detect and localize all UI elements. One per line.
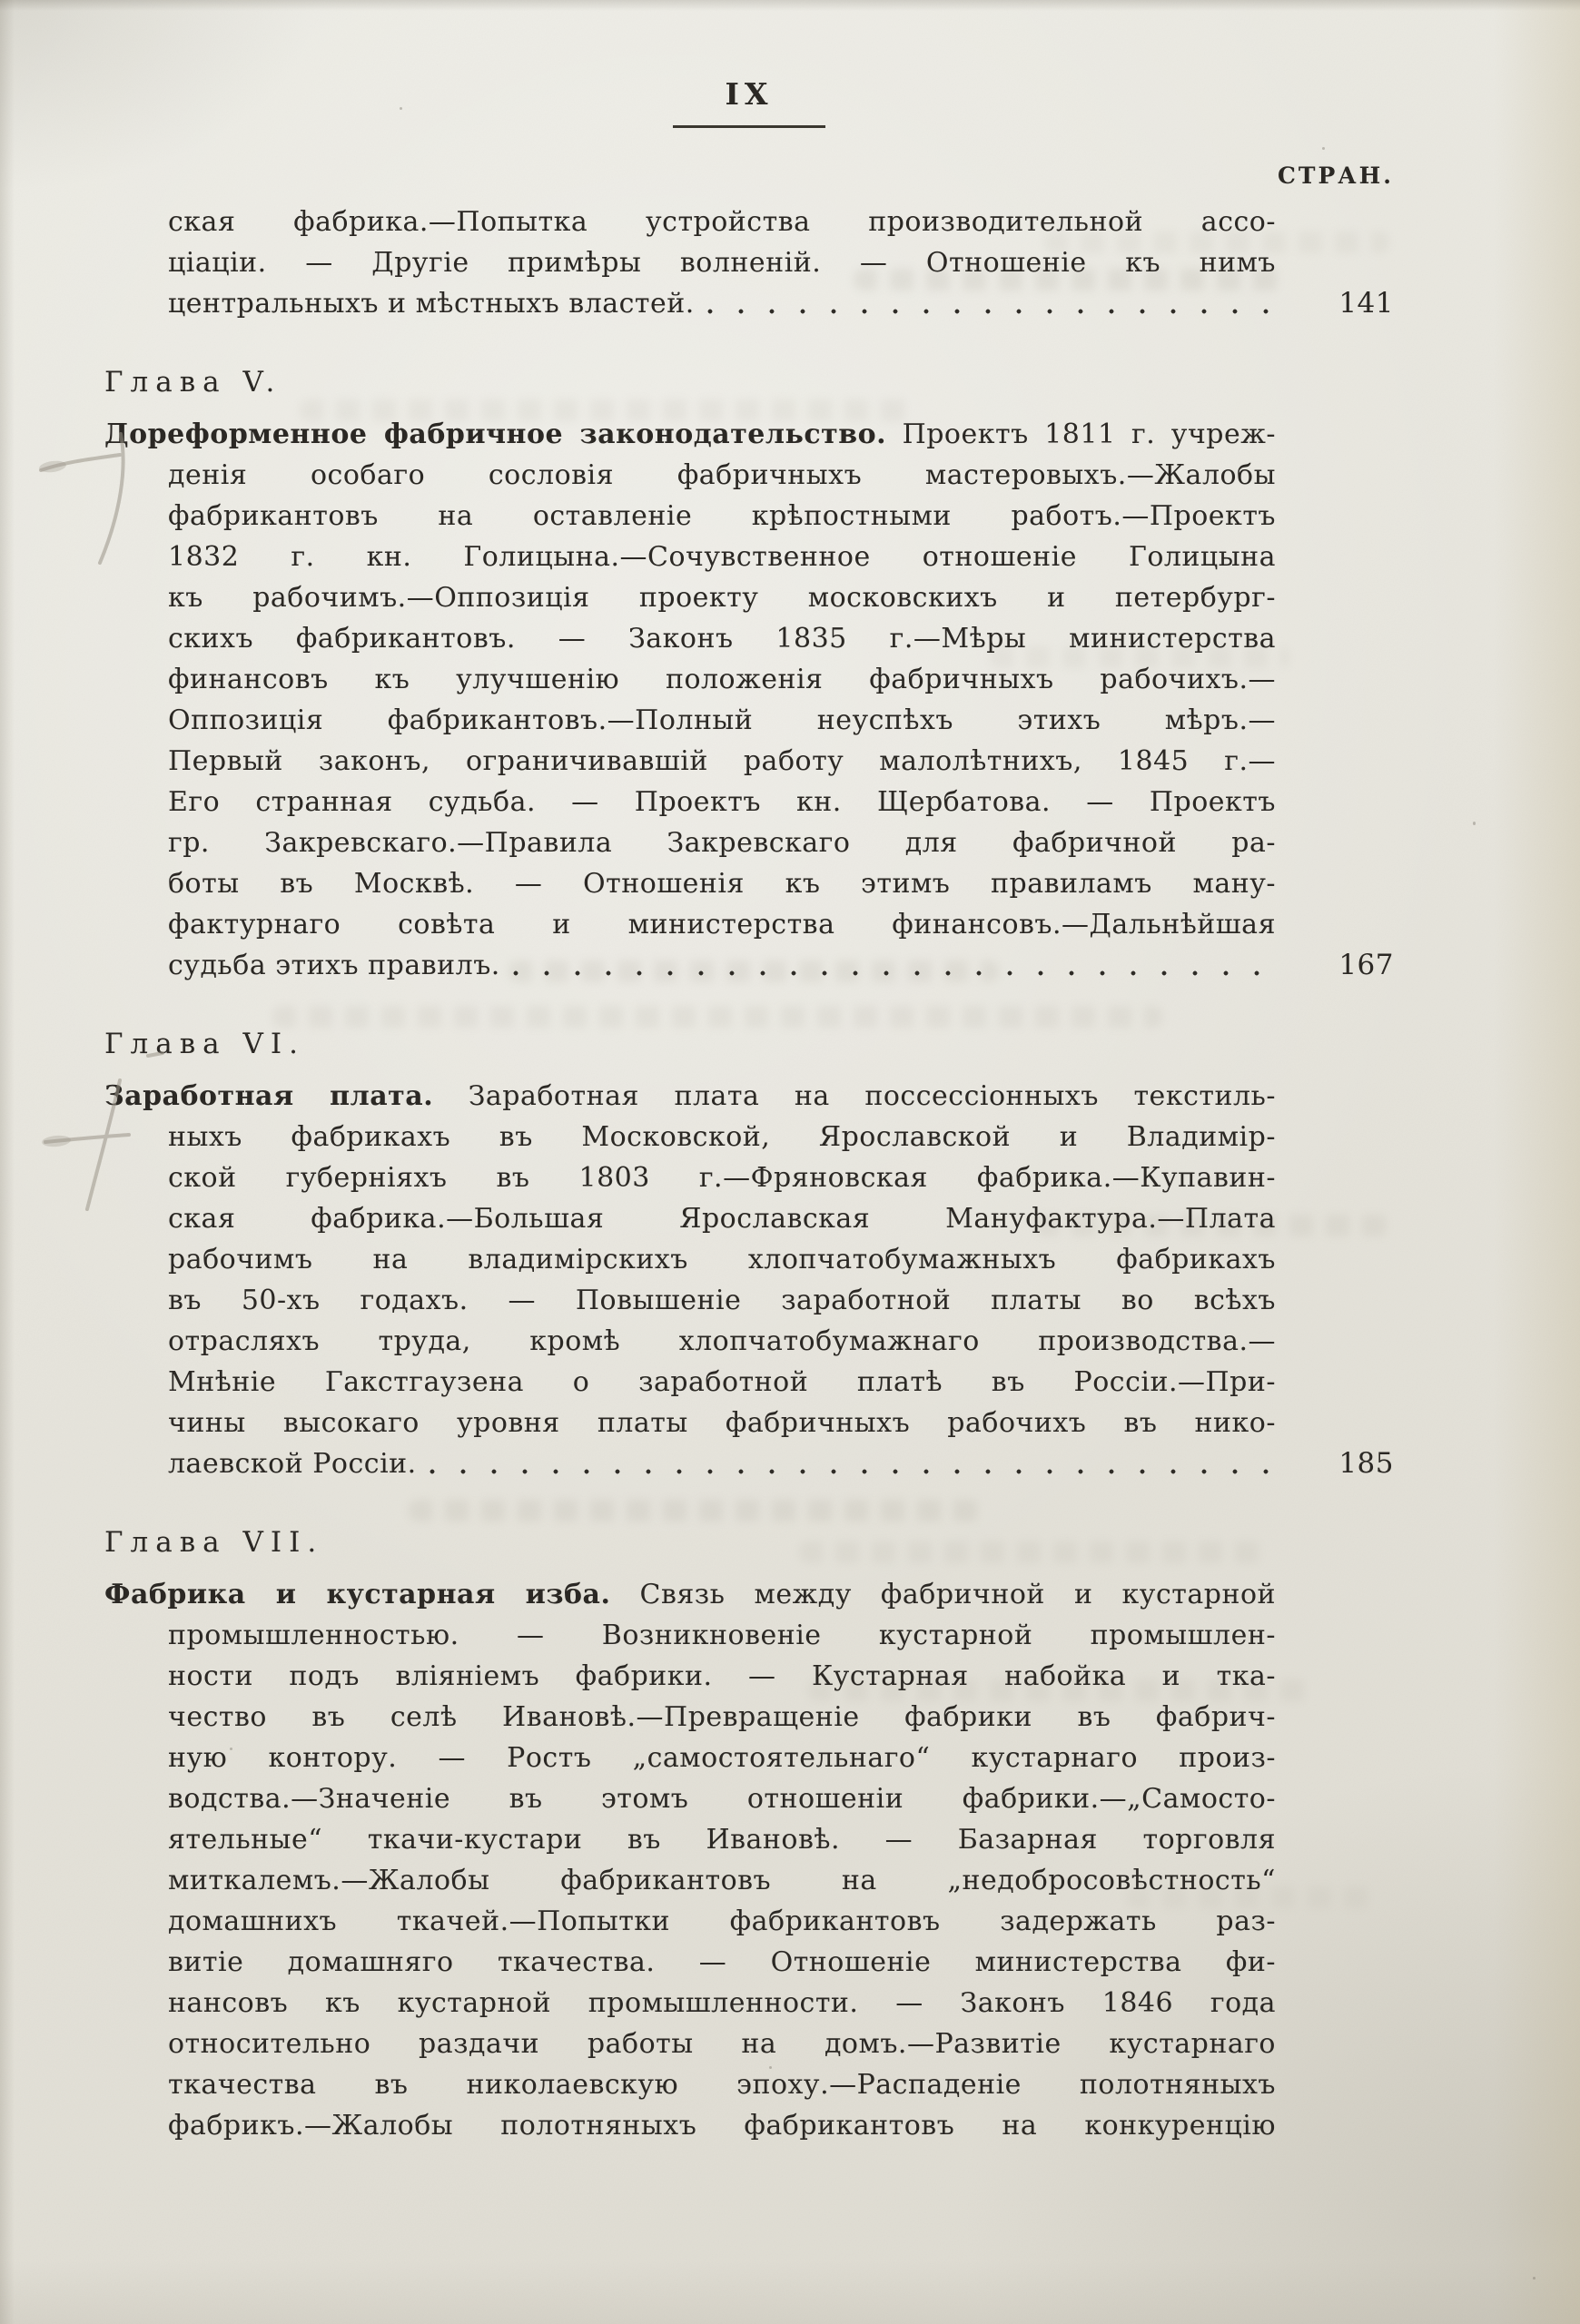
toc-line: скихъ фабрикантовъ. — Законъ 1835 г.—Мѣры министерства	[168, 623, 1276, 655]
toc-line: Оппозиція фабрикантовъ.—Полный неуспѣхъ этихъ мѣръ.—	[168, 704, 1276, 736]
toc-leader-dots	[430, 1443, 1283, 1484]
toc-line: ской губерніяхъ въ 1803 г.—Фряновская фабрика.—Купавин-	[168, 1162, 1276, 1194]
toc-line	[104, 414, 1276, 455]
toc-line	[104, 1076, 1276, 1117]
chapter-heading: Глава V.	[104, 366, 282, 399]
toc-line: въ 50-хъ годахъ. — Повышеніе заработной платы во всѣхъ	[168, 1285, 1276, 1316]
toc-page-number: 185	[1338, 1447, 1394, 1480]
toc-line: чество въ селѣ Ивановѣ.—Превращеніе фабрики въ фабрич-	[168, 1701, 1276, 1733]
toc-line: водства.—Значеніе въ этомъ отношеніи фабрики.—„Самосто-	[168, 1783, 1276, 1815]
toc-leader-dots	[707, 283, 1283, 324]
toc-line: ности подъ вліяніемъ фабрики. — Кустарная набойка и тка-	[168, 1660, 1276, 1692]
toc-entry	[104, 202, 1394, 324]
toc-line	[104, 283, 1394, 324]
toc-line-text: ская фабрика.—Попытка устройства производительной ассо-	[168, 206, 1276, 238]
toc-line-text: лаевской Россіи.	[168, 1448, 417, 1480]
toc-line: 1832 г. кн. Голицына.—Сочувственное отношеніе Голицына	[168, 541, 1276, 573]
chapter-heading: Глава VII.	[104, 1526, 324, 1559]
toc-entry	[104, 1024, 1394, 1484]
toc-line: отрасляхъ труда, кромѣ хлопчатобумажнаго производства.—	[168, 1325, 1276, 1357]
toc-line: къ рабочимъ.—Оппозиція проекту московскихъ и петербург-	[168, 582, 1276, 614]
toc-line: денія особаго сословія фабричныхъ мастеровыхъ.—Жалобы	[168, 459, 1276, 491]
pencil-smudge	[42, 1135, 72, 1148]
toc-line: фактурнаго совѣта и министерства финансовъ.—Дальнѣйшая	[168, 909, 1276, 940]
toc-line: миткалемъ.—Жалобы фабрикантовъ на „недобросовѣстность“	[168, 1865, 1276, 1896]
toc-line: ныхъ фабрикахъ въ Московской, Ярославской и Владимір-	[168, 1121, 1276, 1153]
page-content	[104, 0, 1394, 2146]
toc-line: боты въ Москвѣ. — Отношенія къ этимъ правиламъ ману-	[168, 868, 1276, 900]
toc-line: ткачества въ николаевскую эпоху.—Распаденіе полотняныхъ	[168, 2069, 1276, 2101]
toc-line	[104, 1574, 1276, 1615]
toc-line: финансовъ къ улучшенію положенія фабричныхъ рабочихъ.—	[168, 664, 1276, 695]
chapter-lead: Фабрика и кустарная изба.	[104, 1579, 611, 1610]
toc-line-text: Связь между фабричной и кустарной	[639, 1579, 1276, 1610]
dust-speck	[1533, 2277, 1536, 2280]
toc-line	[104, 945, 1394, 986]
toc-line: ятельные“ ткачи-кустари въ Ивановѣ. — Базарная торговля	[168, 1824, 1276, 1856]
chapter-lead: Заработная плата.	[104, 1080, 434, 1112]
toc-line-text: Заработная плата на поссессіонныхъ текстиль-	[468, 1080, 1276, 1112]
toc-line: гр. Закревскаго.—Правила Закревскаго для фабричной ра-	[168, 827, 1276, 859]
toc-line: Его странная судьба. — Проектъ кн. Щербатова. — Проектъ	[168, 786, 1276, 818]
toc-page-number: 141	[1338, 287, 1394, 320]
toc-entries	[104, 202, 1394, 2146]
toc-line: ціаціи. — Другіе примѣры волненій. — Отношеніе къ нимъ	[168, 247, 1276, 279]
pencil-smudge	[38, 459, 66, 474]
toc-entry	[104, 362, 1394, 986]
toc-line: Мнѣніе Гакстгаузена о заработной платѣ въ Россіи.—При-	[168, 1366, 1276, 1398]
chapter-lead: Дореформенное фабричное законодательство.	[104, 419, 887, 450]
toc-line: Первый законъ, ограничивавшій работу малолѣтнихъ, 1845 г.—	[168, 745, 1276, 777]
toc-line	[104, 1443, 1394, 1484]
toc-line-text: центральныхъ и мѣстныхъ властей.	[168, 288, 695, 320]
dust-speck	[1473, 822, 1476, 825]
page-column-header: СТРАН.	[1278, 162, 1394, 189]
toc-line: относительно раздачи работы на домъ.—Развитіе кустарнаго	[168, 2028, 1276, 2060]
toc-line: витіе домашняго ткачества. — Отношеніе министерства фи-	[168, 1946, 1276, 1978]
page-folio: IX	[725, 76, 774, 112]
toc-line-text: Проектъ 1811 г. учреж-	[902, 419, 1276, 450]
chapter-heading: Глава VI.	[104, 1028, 305, 1060]
toc-line: рабочимъ на владимірскихъ хлопчатобумажныхъ фабрикахъ	[168, 1244, 1276, 1275]
toc-line: домашнихъ ткачей.—Попытки фабрикантовъ задержать раз-	[168, 1905, 1276, 1937]
toc-line: ская фабрика.—Большая Ярославская Мануфактура.—Плата	[168, 1203, 1276, 1235]
toc-entry	[104, 1522, 1394, 2146]
toc-leader-dots	[513, 945, 1283, 986]
toc-line-text: судьба этихъ правилъ.	[168, 950, 500, 981]
toc-page-number: 167	[1338, 949, 1394, 981]
toc-line: ную контору. — Ростъ „самостоятельнаго“ кустарнаго произ-	[168, 1742, 1276, 1774]
toc-line: промышленностью. — Возникновеніе кустарной промышлен-	[168, 1620, 1276, 1651]
toc-line: нансовъ къ кустарной промышленности. — Законъ 1846 года	[168, 1987, 1276, 2019]
toc-line: фабрикъ.—Жалобы полотняныхъ фабрикантовъ на конкуренцію	[168, 2110, 1276, 2142]
folio-rule	[673, 125, 825, 128]
toc-line	[168, 202, 1276, 242]
toc-line: фабрикантовъ на оставленіе крѣпостными работъ.—Проектъ	[168, 500, 1276, 532]
toc-line: чины высокаго уровня платы фабричныхъ рабочихъ въ нико-	[168, 1407, 1276, 1439]
